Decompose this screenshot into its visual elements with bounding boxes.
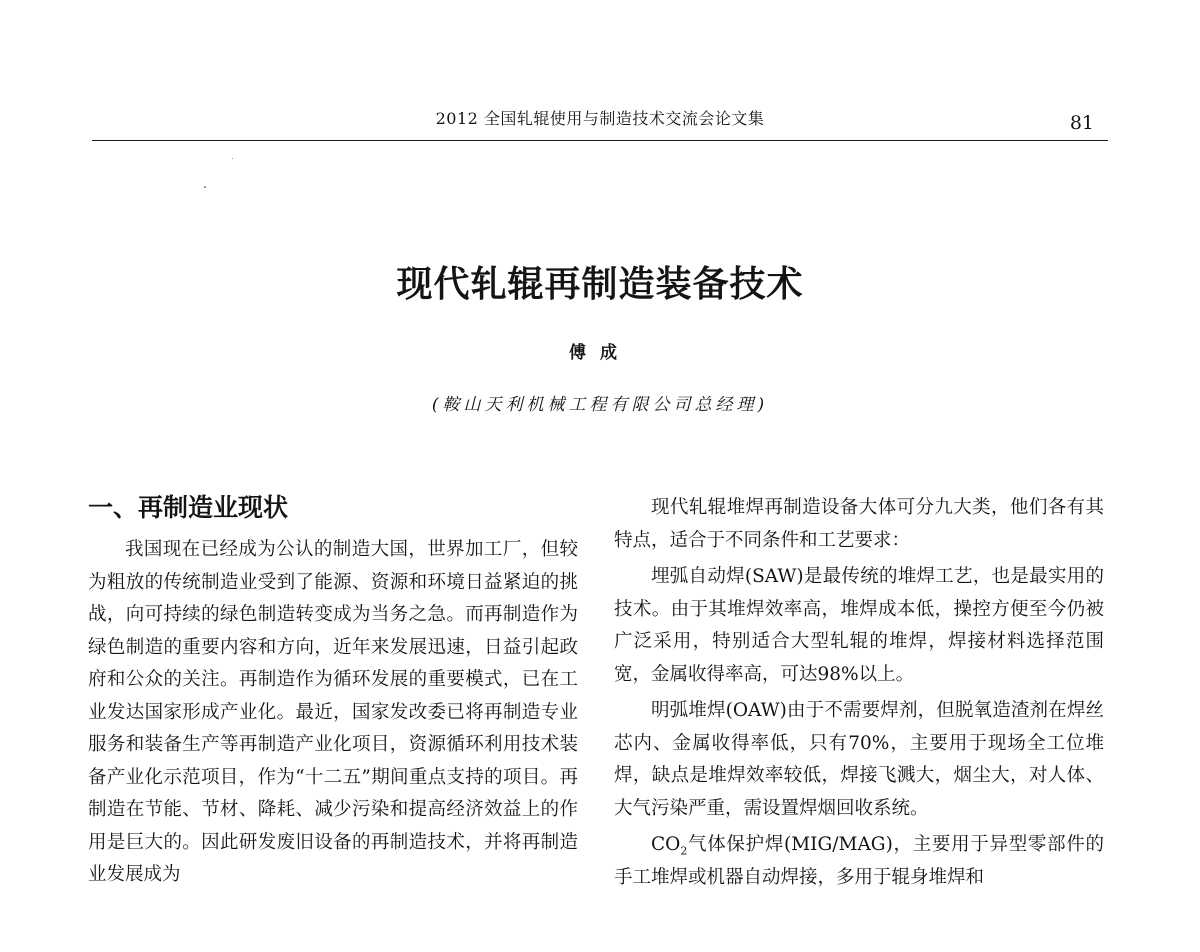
running-header [92, 104, 1108, 141]
paper-title: 现代轧辊再制造装备技术 [396, 264, 804, 305]
co2-formula: $CO_2$ [651, 834, 688, 858]
left-column [88, 486, 578, 892]
author-name: 傅成 [569, 343, 631, 363]
scan-speck [232, 158, 233, 159]
body-paragraph-oaw: 明弧堆焊(OAW)由于不需要焊剂，但脱氧造渣剂在焊丝芯内、金属收得率低，只有70%，主要用于现场全工位堆焊，缺点是堆焊效率较低，焊接飞溅大，烟尘大，对人体、大气污染严重，需设置焊烟回收系统。 [614, 700, 1104, 819]
body-paragraph-intro: 现代轧辊堆焊再制造设备大体可分九大类，他们各有其特点，适合于不同条件和工艺要求： [614, 497, 1104, 551]
section-heading: 一、再制造业现状 [88, 493, 289, 522]
page-number: 81 [1069, 112, 1094, 134]
running-title: 2012 全国轧辊使用与制造技术交流会论文集 [435, 109, 765, 128]
scan-speck [204, 186, 206, 188]
body-paragraph: 我国现在已经成为公认的制造大国，世界加工厂，但较为粗放的传统制造业受到了能源、资源和环境日益紧迫的挑战，向可持续的绿色制造转变成为当务之急。而再制造作为绿色制造的重要内容和方向，近年来发展迅速，日益引起政府和公众的关注。再制造作为循环发展的重要模式，已在工业发达国家形成产业化。最近，国家发改委已将再制造专业服务和装备生产等再制造产业化项目，资源循环利用技术装备产业化示范项目，作为“十二五”期间重点支持的项目。再制造在节能、节材、降耗、减少污染和提高经济效益上的作用是巨大的。因此研发废旧设备的再制造技术，并将再制造业发展成为 [88, 539, 578, 885]
right-column [614, 486, 1104, 894]
author-affiliation: (鞍山天利机械工程有限公司总经理) [431, 395, 769, 415]
body-paragraph-co2: $CO_2$气体保护焊(MIG/MAG)，主要用于异型零部件的手工堆焊或机器自动焊接，多用于辊身堆焊和 [614, 834, 1104, 888]
body-paragraph-saw: 埋弧自动焊(SAW)是最传统的堆焊工艺，也是最实用的技术。由于其堆焊效率高，堆焊成本低，操控方便至今仍被广泛采用，特别适合大型轧辊的堆焊，焊接材料选择范围宽，金属收得率高，可达98%以上。 [614, 566, 1104, 685]
